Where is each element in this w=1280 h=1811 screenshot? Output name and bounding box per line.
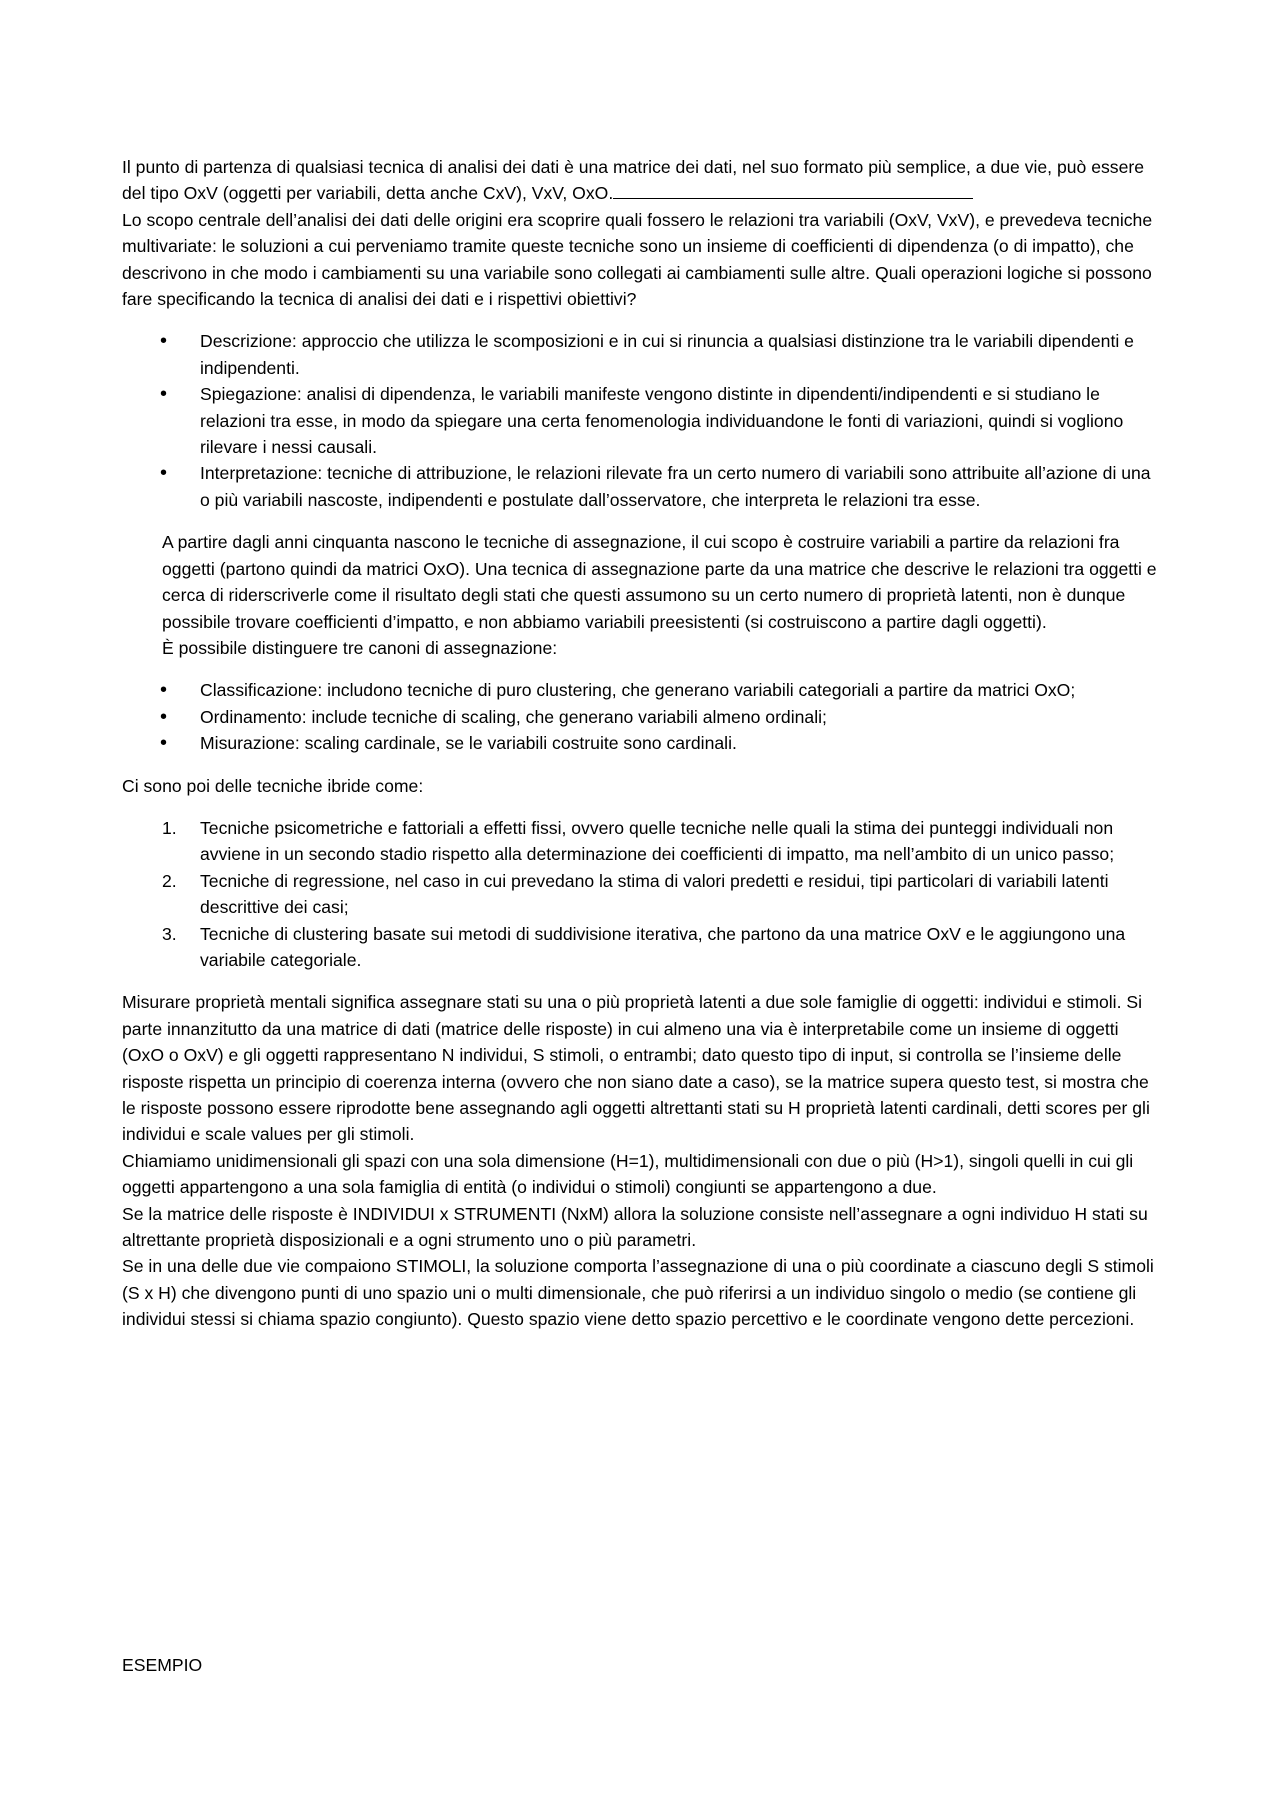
stimuli-paragraph: Se in una delle due vie compaiono STIMOLI, la soluzione comporta l’assegnazione di una o più coordinate a ciascuno degli S stimoli (S x H) che divengono punti di uno spazio uni o multi dimensionale, che può riferirsi a un individuo singolo o medio (se contiene gli individui stessi si chiama spazio congiunto). Questo spazio viene detto spazio percettivo e le coordinate vengono dette percezioni.	[122, 1256, 1154, 1330]
hybrid-intro: Ci sono poi delle tecniche ibride come:	[122, 775, 424, 796]
assignment-canons-intro: È possibile distinguere tre canoni di assegnazione:	[162, 637, 558, 658]
blank-line	[613, 197, 973, 199]
list-item	[122, 868, 1162, 921]
operations-list	[122, 328, 1162, 513]
list-item: • Interpretazione: tecniche di attribuzione, le relazioni rilevate fra un certo numero di variabili sono attribuite all’azione di una o più variabili nascoste, indipendenti e postulate dall’osservatore, che interpreta le relazioni tra esse.	[122, 460, 1162, 513]
list-item: • Spiegazione: analisi di dipendenza, le variabili manifeste vengono distinte in dipendenti/indipendenti e si studiano le relazioni tra esse, in modo da spiegare una certa fenomenologia individuandone le fonti di variazioni, quindi si vogliono rilevare i nessi causali.	[122, 381, 1162, 460]
list-item: • Ordinamento: include tecniche di scaling, che generano variabili almeno ordinali;	[122, 704, 1162, 730]
list-item-text: Tecniche psicometriche e fattoriali a effetti fissi, ovvero quelle tecniche nelle quali la stima dei punteggi individuali non avviene in un secondo stadio rispetto alla determinazione dei coefficienti di impatto, ma nell’ambito di un unico passo;	[200, 817, 1115, 865]
assignment-section	[122, 529, 1162, 661]
list-item-text: Tecniche di clustering basate sui metodi di suddivisione iterativa, che partono da una matrice OxV e le aggiungono una variabile categoriale.	[200, 923, 1126, 970]
list-item: • Classificazione: includono tecniche di puro clustering, che generano variabili categoriali a partire da matrici OxO;	[122, 677, 1162, 703]
intro-text: Il punto di partenza di qualsiasi tecnica di analisi dei dati è una matrice dei dati, nel suo formato più semplice, a due vie, può essere del tipo OxV (oggetti per variabili, detta anche CxV), VxV, OxO.	[122, 157, 1145, 204]
instruments-paragraph: Se la matrice delle risposte è INDIVIDUI x STRUMENTI (NxM) allora la soluzione consiste nell’assegnare a ogni individuo H stati su altrettante proprietà disposizionali e a ogni strumento uno o più parametri.	[122, 1203, 1148, 1251]
intro-paragraph	[122, 154, 1162, 207]
list-number: 1.	[162, 817, 177, 838]
list-number: 2.	[162, 870, 177, 891]
example-label: ESEMPIO	[122, 1655, 203, 1675]
canons-list	[122, 677, 1162, 756]
list-item-text: Tecniche di regressione, nel caso in cui prevedano la stima di valori predetti e residui, tipi particolari di variabili latenti descrittive dei casi;	[200, 870, 1109, 918]
goal-paragraph: Lo scopo centrale dell’analisi dei dati delle origini era scoprire quali fossero le relazioni tra variabili (OxV, VxV), e prevedeva tecniche multivariate: le soluzioni a cui perveniamo tramite queste tecniche sono un insieme di coefficienti di dipendenza (o di impatto), che descrivono in che modo i cambiamenti su una variabile sono collegati ai cambiamenti sulle altre. Quali operazioni logiche si possono fare specificando la tecnica di analisi dei dati e i rispettivi obiettivi?	[122, 209, 1153, 310]
measure-paragraph: Misurare proprietà mentali significa assegnare stati su una o più proprietà latenti a due sole famiglie di oggetti: individui e stimoli. Si parte innanzitutto da una matrice di dati (matrice delle risposte) in cui almeno una via è interpretabile come un insieme di oggetti (OxO o OxV) e gli oggetti rappresentano N individui, S stimoli, o entrambi; dato questo tipo di input, si controlla se l’insieme delle risposte rispetta un principio di coerenza interna (ovvero che non siano date a caso), se la matrice supera questo test, si mostra che le risposte possono essere riprodotte bene assegnando agli oggetti altrettanti stati su H proprietà latenti cardinali, detti scores per gli individui e scale values per gli stimoli.	[122, 992, 1150, 1145]
hybrid-list	[122, 815, 1162, 973]
dimensions-paragraph: Chiamiamo unidimensionali gli spazi con una sola dimensione (H=1), multidimensionali con due o più (H>1), singoli quelli in cui gli oggetti appartengono a una sola famiglia di entità (o individui o stimoli) congiunti se appartengono a due.	[122, 1150, 1134, 1198]
list-number: 3.	[162, 923, 177, 944]
assignment-paragraph: A partire dagli anni cinquanta nascono le tecniche di assegnazione, il cui scopo è costruire variabili a partire da relazioni fra oggetti (partono quindi da matrici OxO). Una tecnica di assegnazione parte da una matrice che descrive le relazioni tra oggetti e cerca di riderscriverle come il risultato degli stati che questi assumono su un certo numero di proprietà latenti, non è dunque possibile trovare coefficienti d’impatto, e non abbiamo variabili preesistenti (si costruiscono a partire dagli oggetti).	[162, 532, 1157, 632]
list-item: • Misurazione: scaling cardinale, se le variabili costruite sono cardinali.	[122, 730, 1162, 756]
list-item	[122, 815, 1162, 868]
list-item: • Descrizione: approccio che utilizza le scomposizioni e in cui si rinuncia a qualsiasi distinzione tra le variabili dipendenti e indipendenti.	[122, 328, 1162, 381]
list-item	[122, 921, 1162, 974]
